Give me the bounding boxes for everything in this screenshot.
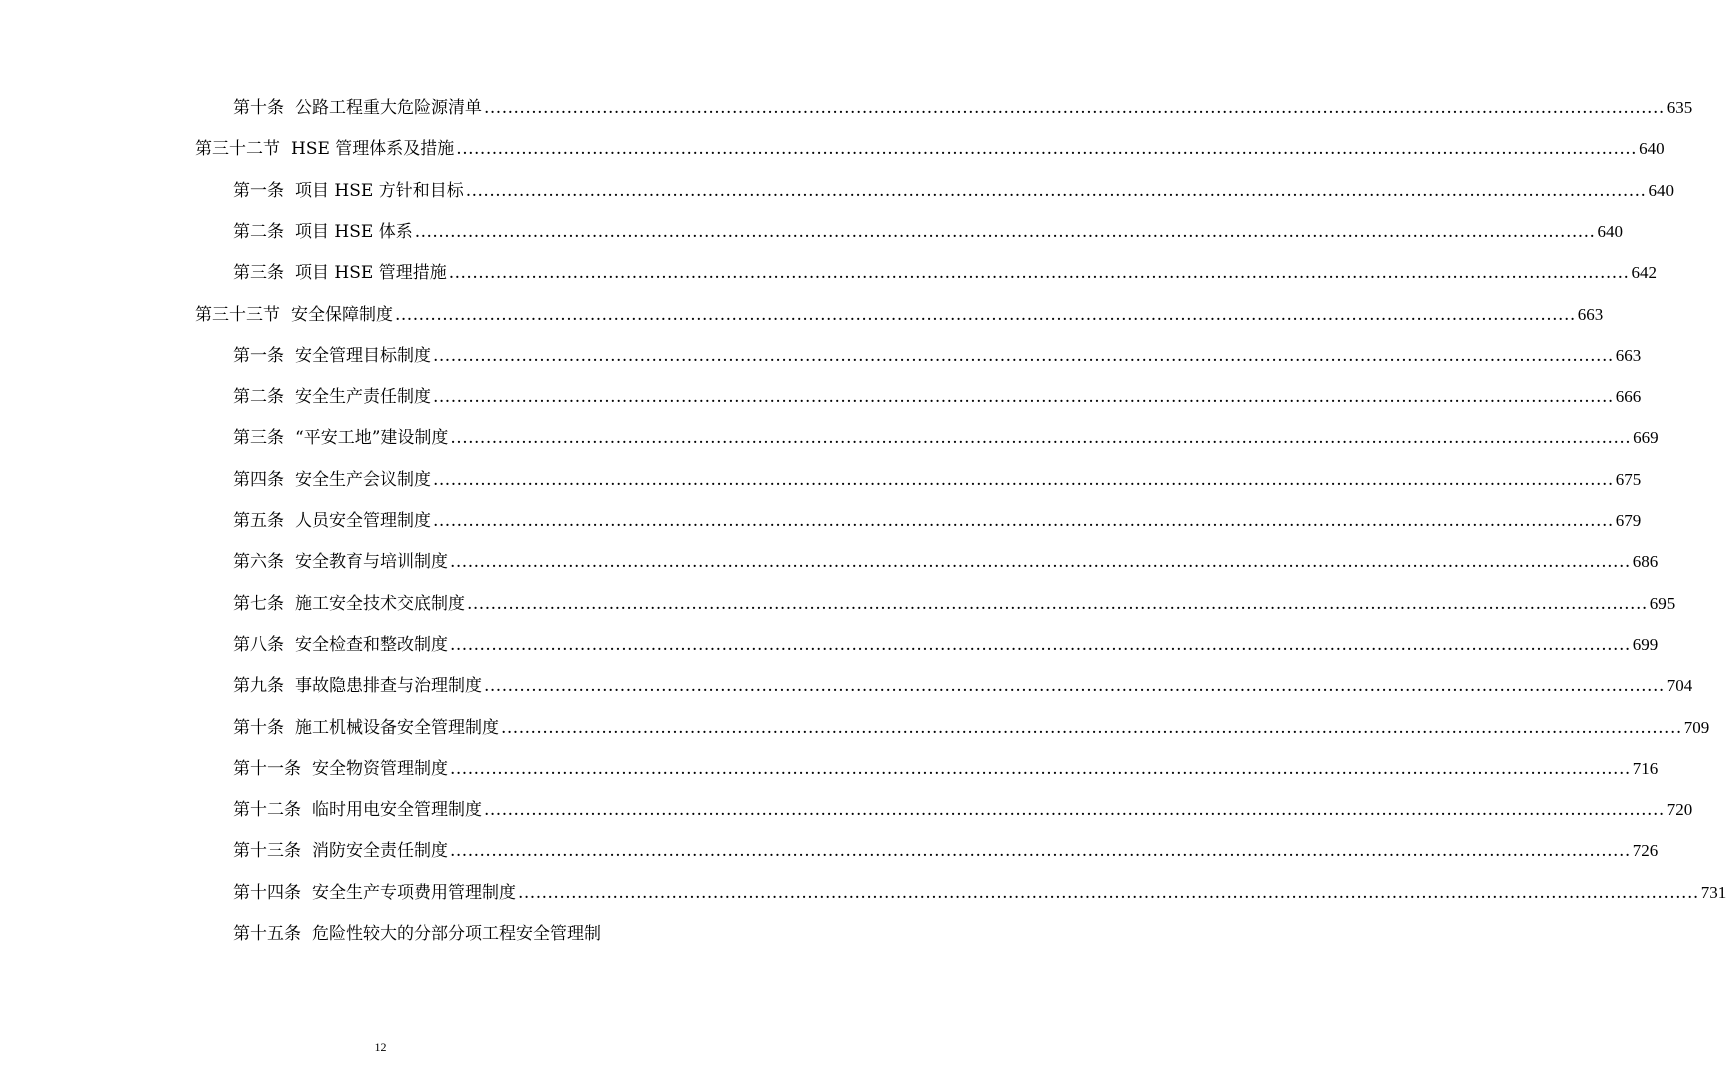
toc-dot-leader: ........................................................................................................................................................................................................: [395, 305, 1576, 325]
toc-entry-number: 第八条: [233, 635, 284, 655]
toc-dot-leader: ........................................................................................................................................................................................................: [433, 511, 1614, 531]
toc-dot-leader: ........................................................................................................................................................................................................: [501, 718, 1682, 738]
toc-entry[interactable]: [233, 386, 1642, 408]
toc-entry-title: 安全教育与培训制度: [295, 552, 448, 572]
toc-entry[interactable]: [233, 758, 1659, 780]
page-number: 12: [374, 1040, 387, 1054]
toc-entry-page: 635: [1666, 98, 1693, 117]
toc-entry-page: 699: [1632, 635, 1659, 654]
toc-entry-number: 第十一条: [233, 759, 301, 779]
toc-entry-page: 640: [1639, 139, 1665, 158]
toc-entry-number: 第三十二节: [195, 139, 280, 159]
toc-entry-title: 安全检查和整改制度: [295, 635, 448, 655]
toc-entry-page: 679: [1615, 511, 1642, 530]
toc-entry-title: 项目 HSE 体系: [295, 222, 413, 242]
toc-entry-number: 第六条: [233, 552, 284, 572]
toc-entry[interactable]: [233, 510, 1642, 532]
toc-entry-number: 第三条: [233, 263, 284, 283]
toc-dot-leader: ........................................................................................................................................................................................................: [450, 635, 1631, 655]
toc-entry-title: 安全生产责任制度: [295, 387, 431, 407]
toc-dot-leader: ........................................................................................................................................................................................................: [456, 139, 1638, 159]
toc-entry-title: 临时用电安全管理制度: [312, 800, 482, 820]
toc-entry-title: 项目 HSE 管理措施: [295, 263, 447, 283]
toc-entry-page: 663: [1577, 305, 1604, 324]
toc-entry-page: 669: [1633, 428, 1659, 447]
toc-entry[interactable]: [233, 923, 640, 945]
toc-entry[interactable]: [233, 221, 1623, 243]
toc-dot-leader: ........................................................................................................................................................................................................: [433, 470, 1614, 490]
toc-entry[interactable]: [233, 593, 1676, 615]
toc-entry[interactable]: [233, 345, 1642, 367]
toc-entry-title: HSE 管理体系及措施: [291, 139, 455, 159]
toc-entry[interactable]: [233, 799, 1693, 821]
toc-entry[interactable]: [233, 427, 1659, 449]
toc-entry-title: 施工安全技术交底制度: [295, 594, 465, 614]
toc-entry-page: 704: [1666, 676, 1693, 695]
toc-entry[interactable]: [233, 180, 1674, 202]
toc-entry-page: 640: [1597, 222, 1623, 241]
toc-entry-title: 人员安全管理制度: [295, 511, 431, 531]
toc-entry-page: 686: [1632, 552, 1659, 571]
toc-entry[interactable]: [233, 262, 1657, 284]
toc-entry-number: 第七条: [233, 594, 284, 614]
toc-entry[interactable]: [233, 551, 1659, 573]
toc-entry-title: 消防安全责任制度: [312, 841, 448, 861]
toc-entry-page: 663: [1615, 346, 1642, 365]
toc-dot-leader: ........................................................................................................................................................................................................: [433, 387, 1614, 407]
toc-dot-leader: ........................................................................................................................................................................................................: [450, 552, 1631, 572]
toc-dot-leader: ........................................................................................................................................................................................................: [467, 594, 1648, 614]
toc-entry-title: “平安工地”建设制度: [295, 428, 449, 448]
toc-dot-leader: ........................................................................................................................................................................................................: [448, 263, 1630, 283]
toc-entry-page: 675: [1615, 470, 1642, 489]
toc-entry-number: 第十二条: [233, 800, 301, 820]
toc-entry-page: 720: [1666, 800, 1693, 819]
toc-entry-number: 第二条: [233, 222, 284, 242]
toc-entry-number: 第四条: [233, 470, 284, 490]
toc-entry-title: 施工机械设备安全管理制度: [295, 718, 499, 738]
toc-dot-leader: ........................................................................................................................................................................................................: [484, 676, 1665, 696]
toc-dot-leader: ........................................................................................................................................................................................................: [465, 181, 1647, 201]
toc-entry-number: 第三条: [233, 428, 284, 448]
toc-entry-number: 第一条: [233, 181, 284, 201]
toc-entry-title: 公路工程重大危险源清单: [295, 98, 482, 118]
toc-dot-leader: ........................................................................................................................................................................................................: [450, 841, 1631, 861]
toc-entry[interactable]: [233, 882, 1726, 904]
toc-dot-leader: ........................................................................................................................................................................................................: [450, 759, 1631, 779]
toc-entry-title: 安全生产专项费用管理制度: [312, 883, 516, 903]
toc-entry-number: 第九条: [233, 676, 284, 696]
toc-entry[interactable]: [233, 469, 1642, 491]
toc-entry-number: 第十四条: [233, 883, 301, 903]
toc-entry-number: 第二条: [233, 387, 284, 407]
toc-entry-title: 事故隐患排查与治理制度: [295, 676, 482, 696]
toc-dot-leader: ........................................................................................................................................................................................................: [450, 428, 1632, 448]
toc-entry-number: 第十条: [233, 98, 284, 118]
toc-entry-number: 第十条: [233, 718, 284, 738]
toc-dot-leader: ........................................................................................................................................................................................................: [433, 346, 1614, 366]
toc-entry-page: 640: [1648, 181, 1674, 200]
toc-entry-number: 第五条: [233, 511, 284, 531]
toc-dot-leader: ........................................................................................................................................................................................................: [518, 883, 1699, 903]
toc-entry-title: 安全物资管理制度: [312, 759, 448, 779]
toc-entry-number: 第十五条: [233, 924, 301, 944]
toc-entry-page: 666: [1615, 387, 1642, 406]
toc-entry-page: 716: [1632, 759, 1659, 778]
toc-entry-page: 695: [1649, 594, 1676, 613]
toc-entry-title: 安全保障制度: [291, 305, 393, 325]
toc-entry-page: 726: [1632, 841, 1659, 860]
toc-entry-title: 安全生产会议制度: [295, 470, 431, 490]
toc-dot-leader: ........................................................................................................................................................................................................: [484, 98, 1665, 118]
toc-entry[interactable]: [195, 138, 1665, 160]
toc-entry-number: 第十三条: [233, 841, 301, 861]
toc-entry-page: 709: [1683, 718, 1710, 737]
toc-entry-page: 642: [1631, 263, 1657, 282]
toc-entry[interactable]: [195, 304, 1604, 326]
toc-entry[interactable]: [233, 675, 1693, 697]
toc-entry-number: 第三十三节: [195, 305, 280, 325]
toc-dot-leader: ........................................................................................................................................................................................................: [484, 800, 1665, 820]
toc-entry[interactable]: [233, 634, 1659, 656]
toc-entry[interactable]: [233, 97, 1693, 119]
toc-entry-page: 731: [1700, 883, 1726, 902]
toc-entry-title: 危险性较大的分部分项工程安全管理制: [312, 924, 601, 944]
toc-entry-title: 项目 HSE 方针和目标: [295, 181, 464, 201]
toc-entry-title: 安全管理目标制度: [295, 346, 431, 366]
toc-dot-leader: ........................................................................................................................................................................................................: [414, 222, 1596, 242]
toc-entry[interactable]: [233, 840, 1659, 862]
toc-entry-number: 第一条: [233, 346, 284, 366]
toc-entry[interactable]: [233, 717, 1710, 739]
